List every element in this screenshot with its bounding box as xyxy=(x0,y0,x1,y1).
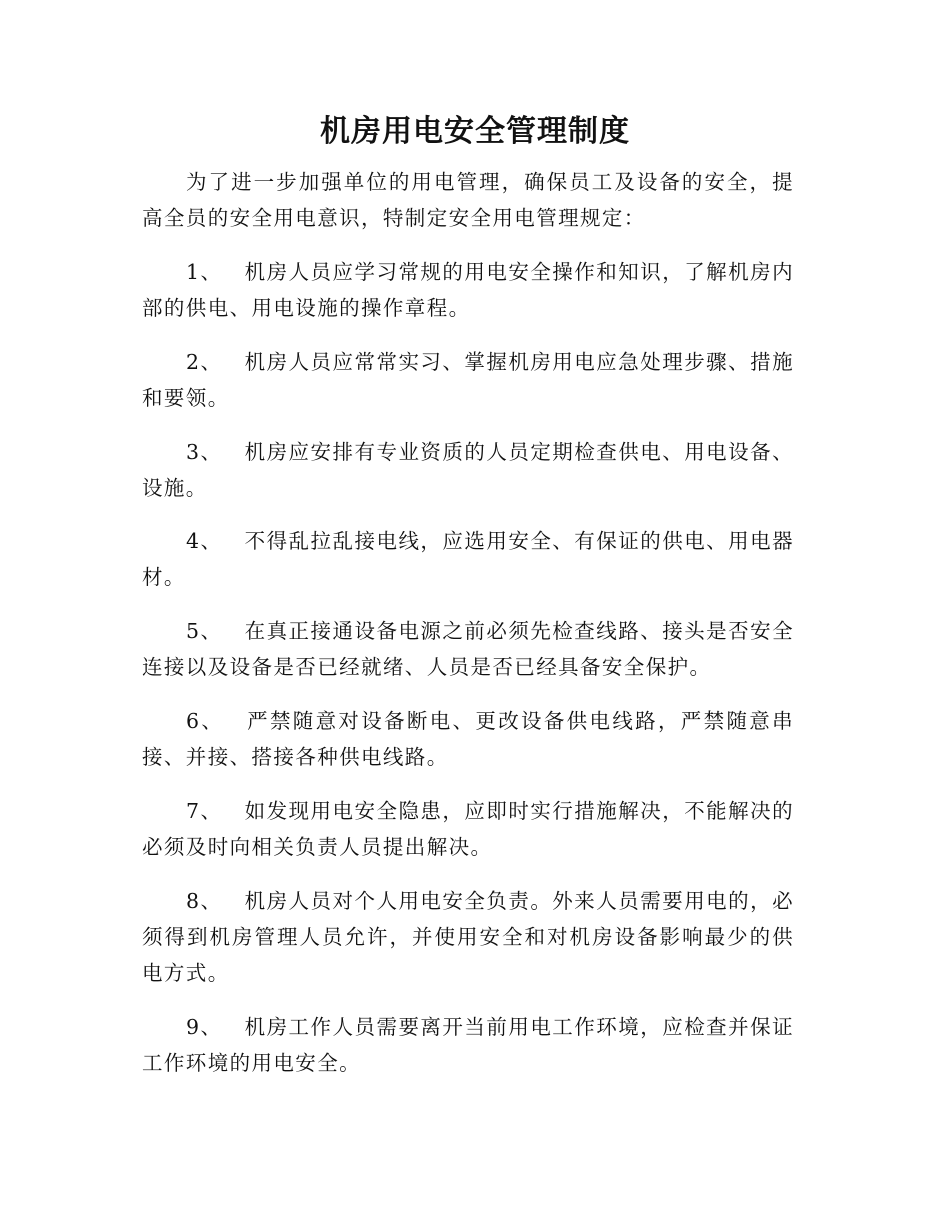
rule-item-5 xyxy=(142,613,794,685)
rule-item-9 xyxy=(142,1009,794,1081)
rule-number: 2、 xyxy=(186,350,223,374)
rule-number: 9、 xyxy=(186,1015,223,1039)
rule-number: 5、 xyxy=(186,619,223,643)
rule-item-6 xyxy=(142,703,794,775)
rule-number: 1、 xyxy=(186,260,223,284)
rule-item-7 xyxy=(142,793,794,865)
rule-number: 8、 xyxy=(186,889,223,913)
rule-item-3 xyxy=(142,434,794,506)
rule-text: 严禁随意对设备断电、更改设备供电线路，严禁随意串接、并接、搭接各种供电线路。 xyxy=(142,709,794,769)
rule-text: 机房人员对个人用电安全负责。外来人员需要用电的，必须得到机房管理人员允许，并使用安全和对机房设备影响最少的供电方式。 xyxy=(142,889,795,985)
rule-text: 机房人员应常常实习、掌握机房用电应急处理步骤、措施和要领。 xyxy=(142,350,795,410)
rule-item-8 xyxy=(142,883,794,991)
rule-text: 机房应安排有专业资质的人员定期检查供电、用电设备、设施。 xyxy=(142,440,795,500)
rule-number: 4、 xyxy=(186,529,223,553)
rule-number: 6、 xyxy=(186,709,225,733)
intro-paragraph: 为了进一步加强单位的用电管理，确保员工及设备的安全，提高全员的安全用电意识，特制定安全用电管理规定： xyxy=(142,170,794,230)
rule-item-1 xyxy=(142,254,794,326)
rule-text: 机房工作人员需要离开当前用电工作环境，应检查并保证工作环境的用电安全。 xyxy=(142,1015,795,1075)
rule-text: 在真正接通设备电源之前必须先检查线路、接头是否安全连接以及设备是否已经就绪、人员是否已经具备安全保护。 xyxy=(142,619,795,679)
rule-item-4 xyxy=(142,523,794,595)
rule-number: 7、 xyxy=(186,799,223,823)
rule-number: 3、 xyxy=(186,440,223,464)
rule-text: 如发现用电安全隐患，应即时实行措施解决，不能解决的必须及时向相关负责人员提出解决。 xyxy=(142,799,795,859)
document-title: 机房用电安全管理制度 xyxy=(320,114,630,149)
rule-item-2 xyxy=(142,344,794,416)
rule-text: 不得乱拉乱接电线，应选用安全、有保证的供电、用电器材。 xyxy=(142,529,795,589)
rule-text: 机房人员应学习常规的用电安全操作和知识，了解机房内部的供电、用电设施的操作章程。 xyxy=(142,260,795,320)
